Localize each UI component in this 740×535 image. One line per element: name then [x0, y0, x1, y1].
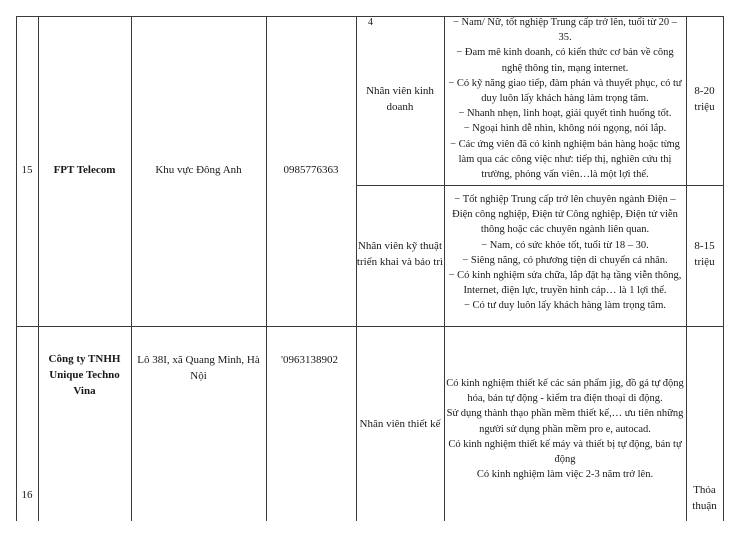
position-requirements: Có kinh nghiệm thiết kế các sản phẩm jig, đồ gá tự động hóa, bán tự động - kiểm tra điện thoại di động. Sử dụng thành thạo phần mềm thiết kế,… ưu tiên những người sử dụng phần mềm pro e, autocad. Có kinh nghiệm thiết kế máy và thiết bị tự động, bán tự động Có kinh nghiệm làm việc 2-3 năm trở lên. — [446, 378, 684, 481]
table-right-border — [723, 16, 724, 521]
company-phone: 0985776363 — [283, 164, 339, 176]
corner-number: 4 — [368, 17, 373, 28]
company-address: Lô 38I, xã Quang Minh, Hà Nội — [137, 354, 260, 382]
col-divider-company — [131, 16, 132, 521]
position-separator — [356, 185, 724, 186]
company-address: Khu vực Đông Anh — [155, 164, 242, 176]
col-divider-address — [266, 16, 267, 521]
position-requirements: − Nam/ Nữ, tốt nghiệp Trung cấp trở lên, tuổi từ 20 – 35. − Đam mê kinh doanh, có kiến thức cơ bản về công nghệ thông tin, mạng internet. − Có kỹ năng giao tiếp, đàm phán và thuyết phục, có tư duy luôn lấy khách hàng làm trọng tâm. − Nhanh nhẹn, linh hoạt, giải quyết tình huống tốt. − Ngoại hình dễ nhìn, không nói ngọng, nói lắp. − Các ứng viên đã có kinh nghiệm bán hàng hoặc từng làm qua các công việc như: tiếp thị, nghiên cứu thị trường, phỏng vấn viên…là một lợi thế. — [448, 17, 682, 181]
position-requirements: − Tốt nghiệp Trung cấp trở lên chuyên ngành Điện – Điện công nghiệp, Điện tử Công nghiệp, Điện tử viễn thông hoặc các chuyên ngành liên quan. − Nam, có sức khỏe tốt, tuổi từ 18 – 30. − Siêng năng, có phương tiện di chuyển cá nhân. − Có kinh nghiệm sửa chữa, lắp đặt hạ tầng viễn thông, Internet, điện lực, truyền hình cáp… là 1 lợi thế. − Có tư duy luôn lấy khách hàng làm trọng tâm. — [448, 194, 682, 312]
position-title: Nhân viên kinh doanh — [366, 85, 434, 113]
row-number: 16 — [21, 489, 33, 501]
position-title: Nhân viên kỹ thuật triển khai và bảo trì — [356, 240, 444, 268]
position-salary: 8-15 triệu — [694, 240, 715, 268]
position-salary: 8-20 triệu — [694, 85, 715, 113]
col-divider-stt — [38, 16, 39, 521]
company-name: Công ty TNHH Unique Techno Vina — [48, 353, 121, 397]
position-salary: Thỏa thuận — [692, 484, 717, 512]
col-divider-position — [444, 16, 445, 521]
table-left-border — [16, 16, 17, 521]
row-separator — [16, 326, 724, 327]
company-phone: '0963138902 — [281, 354, 338, 366]
company-name: FPT Telecom — [53, 164, 116, 176]
row-number: 15 — [21, 164, 33, 176]
position-title: Nhân viên thiết kế — [359, 418, 441, 430]
